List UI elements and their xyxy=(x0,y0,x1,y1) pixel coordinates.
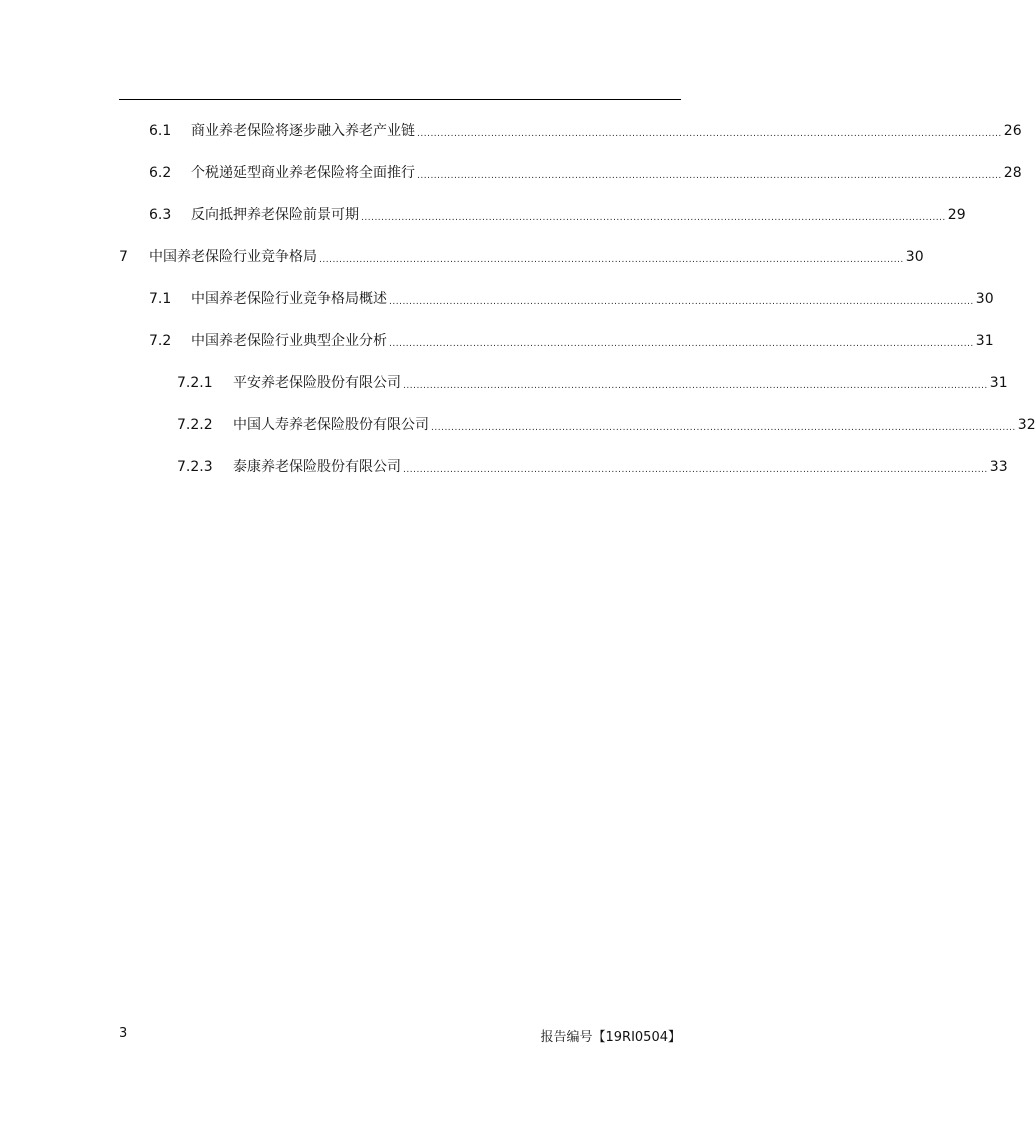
toc-entry-number: 7.1 xyxy=(149,291,172,307)
toc-entry-page: 31 xyxy=(975,333,994,349)
toc-entry-title: 反向抵押养老保险前景可期 xyxy=(191,207,359,223)
toc-entry-6-3[interactable] xyxy=(119,194,966,236)
toc-entry-7[interactable] xyxy=(119,236,924,278)
toc-entry-page: 29 xyxy=(947,207,966,223)
toc-entry-7-2-1[interactable] xyxy=(119,362,1008,404)
header-rule xyxy=(119,99,681,100)
toc-dot-leader: .............................................................................................................................................................................. xyxy=(417,128,1002,139)
footer-report-id: 报告编号【19RI0504】 xyxy=(540,1030,681,1045)
toc-entry-title: 泰康养老保险股份有限公司 xyxy=(233,459,401,475)
toc-dot-leader: .............................................................................................................................................................................. xyxy=(389,338,974,349)
toc-entry-number: 7.2 xyxy=(149,333,172,349)
toc-dot-leader: .............................................................................................................................................................................. xyxy=(389,296,974,307)
toc-entry-page: 32 xyxy=(1017,417,1036,433)
toc-entry-title: 中国人寿养老保险股份有限公司 xyxy=(233,417,429,433)
toc-dot-leader: .............................................................................................................................................................................. xyxy=(417,170,1002,181)
table-of-contents xyxy=(119,110,1036,488)
toc-entry-7-2[interactable] xyxy=(119,320,994,362)
toc-entry-number: 6.2 xyxy=(149,165,172,181)
toc-entry-title: 个税递延型商业养老保险将全面推行 xyxy=(191,165,415,181)
toc-entry-number: 7.2.1 xyxy=(177,375,213,391)
toc-entry-page: 31 xyxy=(989,375,1008,391)
toc-entry-number: 6.1 xyxy=(149,123,172,139)
toc-dot-leader: .............................................................................................................................................................................. xyxy=(403,380,988,391)
toc-entry-6-2[interactable] xyxy=(119,152,1022,194)
toc-entry-number: 6.3 xyxy=(149,207,172,223)
toc-entry-number: 7.2.3 xyxy=(177,459,213,475)
footer-page-number: 3 xyxy=(119,1026,128,1041)
toc-entry-6-1[interactable] xyxy=(119,110,1022,152)
toc-entry-title: 商业养老保险将逐步融入养老产业链 xyxy=(191,123,415,139)
page-footer xyxy=(119,1026,681,1046)
toc-dot-leader: .............................................................................................................................................................................. xyxy=(319,254,904,265)
toc-entry-7-2-2[interactable] xyxy=(119,404,1036,446)
toc-entry-title: 中国养老保险行业竞争格局概述 xyxy=(191,291,387,307)
toc-dot-leader: .............................................................................................................................................................................. xyxy=(361,212,946,223)
toc-entry-title: 中国养老保险行业竞争格局 xyxy=(149,249,317,265)
toc-entry-page: 28 xyxy=(1003,165,1022,181)
toc-entry-number: 7.2.2 xyxy=(177,417,213,433)
toc-entry-7-1[interactable] xyxy=(119,278,994,320)
toc-entry-page: 30 xyxy=(905,249,924,265)
toc-entry-title: 中国养老保险行业典型企业分析 xyxy=(191,333,387,349)
toc-entry-page: 30 xyxy=(975,291,994,307)
toc-entry-7-2-3[interactable] xyxy=(119,446,1008,488)
toc-dot-leader: .............................................................................................................................................................................. xyxy=(403,464,988,475)
toc-entry-title: 平安养老保险股份有限公司 xyxy=(233,375,401,391)
toc-entry-number: 7 xyxy=(119,249,128,265)
toc-dot-leader: .............................................................................................................................................................................. xyxy=(431,422,1016,433)
toc-entry-page: 33 xyxy=(989,459,1008,475)
toc-entry-page: 26 xyxy=(1003,123,1022,139)
